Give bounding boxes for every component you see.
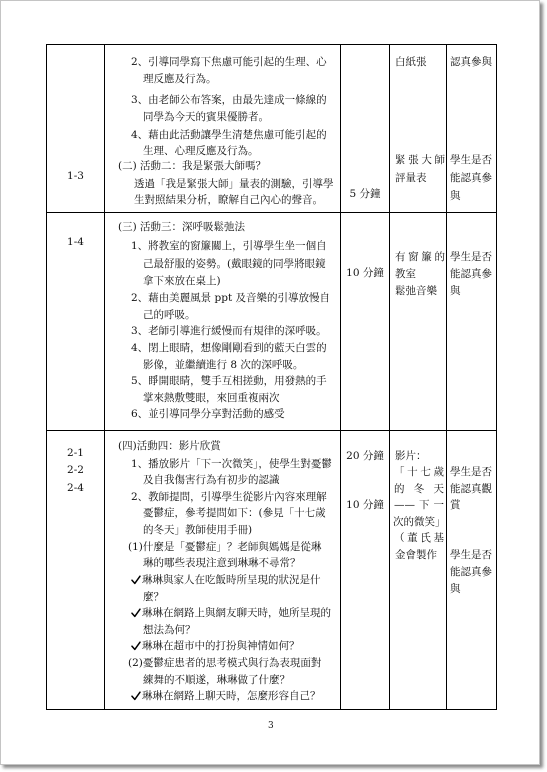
row-3-indicator-cell [47,431,105,710]
row-1-activity-cell [105,45,341,213]
question-line: (2)憂鬱症患者的思考模式與行為表現面對 [128,657,322,669]
material-line: 影片： [395,450,427,462]
activity-heading: (二) 活動二：我是緊張大師嗎？ [118,160,267,172]
row-1-materials-cell [390,45,447,213]
row-1-indicator-cell [47,45,105,213]
assessment-line: 能認真參 [450,566,492,578]
row-3-assessment-cell [447,431,497,710]
activity-line: 拿下來放在桌上) [143,275,221,287]
assessment-line: 學生是否 [450,154,492,166]
indicator-code: 2-4 [67,482,84,494]
material-line: 白紙張 [395,56,427,68]
activity-line: 3、由老師公布答案，由最先達成一條線的 [131,94,327,106]
row-1-time-cell [341,45,390,213]
check-mark-icon [131,608,141,618]
assessment-line: 能認真觀 [450,483,492,495]
time-allocation: 10 分鐘 [346,499,384,511]
material-line: 有窗簾的 [395,251,445,263]
activity-line: 透過「我是緊張大師」量表的測驗，引導學 [134,178,334,190]
activity-line: 2、教師提問，引導學生從影片內容來理解 [131,491,327,503]
page-number: 3 [268,721,274,731]
assessment-line: 學生是否 [450,466,492,478]
row-1-assessment-cell [447,45,497,213]
activity-line: 2、藉由美麗風景 ppt 及音樂的引導放慢自 [131,292,331,304]
row-2-materials-cell [390,213,447,431]
check-mark-icon [131,691,141,701]
assessment-line: 賞 [450,499,461,511]
row-2-indicator-cell [47,213,105,431]
activity-heading: (四)活動四：影片欣賞 [118,440,221,452]
sub-question-line: 琳琳在超市中的打扮與神情如何？ [142,640,300,652]
assessment-line: 能認真參 [450,268,492,280]
question-line: 琳的哪些表現注意到琳琳不尋常？ [143,557,301,569]
activity-heading: (三) 活動三：深呼吸鬆弛法 [118,221,246,233]
material-line: 鬆弛音樂 [395,285,437,297]
material-line: 的冬天 [394,483,444,495]
sub-question-line: 琳琳在網路上聊天時，怎麼形容自己？ [142,690,321,702]
row-3-activity-cell [105,431,341,710]
assessment-line: 學生是否 [450,549,492,561]
activity-line: 影像，並繼續進行 8 次的深呼吸。 [143,359,304,371]
material-line: 教室 [395,268,416,280]
activity-line: 4、藉由此活動讓學生清楚焦慮可能引起的 [131,129,327,141]
activity-line: 憂鬱症，參考提問如下：(參見「十七歲 [143,507,326,519]
activity-line: 掌來熱敷雙眼，來回重複兩次 [143,392,280,404]
activity-line: 同學為今天的賓果優勝者。 [143,111,269,123]
activity-line: 及自我傷害行為有初步的認識 [143,474,280,486]
activity-line: 己最舒服的姿勢。(戴眼鏡的同學將眼鏡 [143,258,326,270]
check-mark-icon [131,575,141,585]
activity-line: 4、閉上眼睛，想像剛剛看到的藍天白雲的 [131,342,327,354]
indicator-code: 2-1 [67,447,84,459]
activity-line: 3、老師引導進行緩慢而有規律的深呼吸。 [131,325,327,337]
activity-line: 己的呼吸。 [143,309,196,321]
material-line: 緊張大師 [395,154,445,166]
activity-line: 6、並引導同學分享對活動的感受 [131,408,285,420]
sub-question-line: 想法為何？ [143,624,196,636]
time-allocation: 20 分鐘 [346,450,384,462]
material-line: ——下一 [394,499,444,511]
material-line: 評量表 [395,172,427,184]
activity-line: 2、引導同學寫下焦慮可能引起的生理、心 [131,56,327,68]
material-line: 「十七歲 [394,466,444,478]
row-2-assessment-cell [447,213,497,431]
assessment-line: 能認真參 [450,172,492,184]
indicator-code: 2-2 [67,464,84,476]
question-line: 練舞的不順遂，琳琳做了什麼？ [143,674,290,686]
activity-line: 1、將教室的窗簾關上，引導學生坐一個自 [131,240,327,252]
lesson-plan-table [46,44,497,710]
sub-question-line: 琳琳在網路上與網友聊天時，她所呈現的 [142,607,331,619]
activity-line: 1、播放影片「下一次微笑」，使學生對憂鬱 [131,458,332,470]
assessment-line: 認真參與 [450,56,492,68]
activity-line: 生理、心理反應及行為。 [143,145,259,157]
activity-line: 5、睜開眼睛，雙手互相搓動，用發熱的手 [131,375,327,387]
material-line: （董氏基 [394,532,444,544]
time-allocation: 5 分鐘 [349,188,381,200]
row-3-materials-cell [390,431,447,710]
question-line: (1)什麼是「憂鬱症」？老師與媽媽是從琳 [128,541,322,553]
material-line: 金會製作 [395,549,437,561]
row-2-activity-cell [105,213,341,431]
row-3-time-cell [341,431,390,710]
assessment-line: 與 [450,285,461,297]
sub-question-line: 麼？ [143,591,164,603]
row-2-time-cell [341,213,390,431]
indicator-code: 1-4 [67,236,84,248]
check-mark-icon [131,641,141,651]
assessment-line: 學生是否 [450,251,492,263]
material-line: 次的微笑」 [393,516,446,528]
indicator-code: 1-3 [67,170,84,182]
activity-line: 生對照結果分析，瞭解自己內心的聲音。 [134,194,323,206]
time-allocation: 10 分鐘 [346,267,384,279]
assessment-line: 與 [450,190,461,202]
sub-question-line: 琳琳與家人在吃飯時所呈現的狀況是什 [142,574,321,586]
assessment-line: 與 [450,583,461,595]
activity-line: 的冬天」教師使用手冊) [143,524,253,536]
activity-line: 理反應及行為。 [143,73,217,85]
